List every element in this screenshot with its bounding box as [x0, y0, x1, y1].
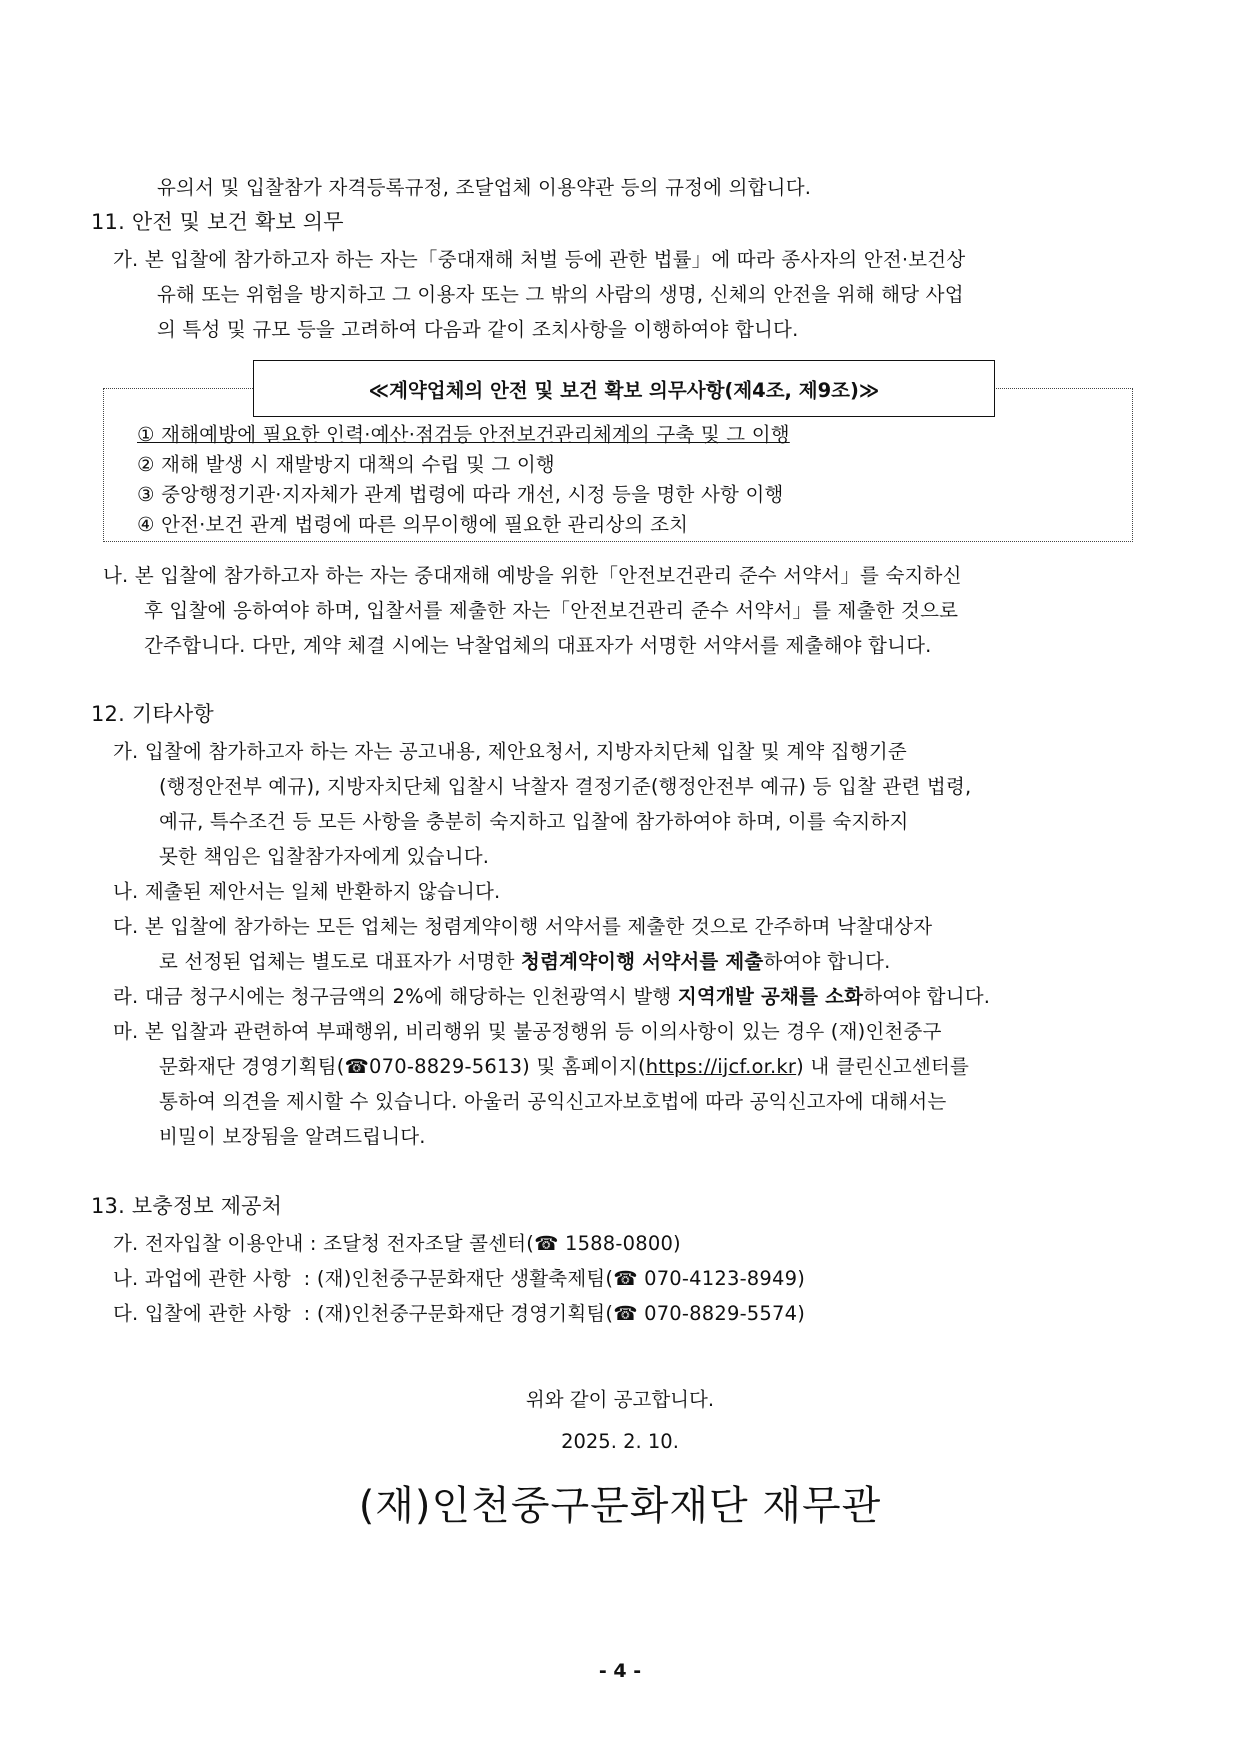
continuation-line: 유의서 및 입찰참가 자격등록규정, 조달업체 이용약관 등의 규정에 의합니다. — [157, 176, 812, 199]
s12-ra-emphasis: 지역개발 공채를 소화 — [677, 985, 864, 1008]
s11-ga-line-2: 유해 또는 위험을 방지하고 그 이용자 또는 그 밖의 사람의 생명, 신체의 안전을 위해 해당 사업 — [157, 283, 964, 306]
obligation-box-title: ≪계약업체의 안전 및 보건 확보 의무사항(제4조, 제9조)≫ — [253, 360, 995, 417]
s12-ma-line-2 — [159, 1053, 969, 1081]
obligation-item-4: ④ 안전·보건 관계 법령에 따른 의무이행에 필요한 관리상의 조치 — [137, 513, 689, 536]
s12-na: 나. 제출된 제안서는 일체 반환하지 않습니다. — [113, 880, 501, 903]
s11-na-line-2: 후 입찰에 응하여야 하며, 입찰서를 제출한 자는「안전보건관리 준수 서약서」를 제출한 것으로 — [144, 599, 959, 622]
s12-ma-line-4: 비밀이 보장됨을 알려드립니다. — [159, 1125, 426, 1148]
obligation-item-1: ① 재해예방에 필요한 인력·예산·점검등 안전보건관리체계의 구축 및 그 이행 — [137, 423, 790, 446]
s12-da-line-1: 다. 본 입찰에 참가하는 모든 업체는 청렴계약이행 서약서를 제출한 것으로 간주하며 낙찰대상자 — [113, 915, 933, 938]
s12-da-text: 로 선정된 업체는 별도로 대표자가 서명한 — [159, 950, 522, 973]
s12-da-emphasis: 청렴계약이행 서약서를 제출 — [521, 950, 764, 973]
s12-ra-tail: 하여야 합니다. — [863, 985, 991, 1008]
homepage-link[interactable]: https://ijcf.or.kr — [645, 1055, 797, 1078]
announcement-date: 2025. 2. 10. — [561, 1430, 679, 1453]
obligation-item-2: ② 재해 발생 시 재발방지 대책의 수립 및 그 이행 — [137, 453, 555, 476]
s13-item-1: 가. 전자입찰 이용안내 : 조달청 전자조달 콜센터(☎ 1588-0800) — [113, 1232, 681, 1255]
s12-ma-text: 문화재단 경영기획팀(☎070-8829-5613) 및 홈페이지( — [159, 1055, 646, 1078]
s11-ga-line-1: 가. 본 입찰에 참가하고자 하는 자는「중대재해 처벌 등에 관한 법률」에 따라 종사자의 안전·보건상 — [113, 248, 966, 271]
section-13-heading: 13. 보충정보 제공처 — [91, 1194, 283, 1218]
s13-item-3: 다. 입찰에 관한 사항 : (재)인천중구문화재단 경영기획팀(☎ 070-8829-5574) — [113, 1302, 806, 1325]
s12-ra-text: 라. 대금 청구시에는 청구금액의 2%에 해당하는 인천광역시 발행 — [113, 985, 678, 1008]
s11-na-line-1: 나. 본 입찰에 참가하고자 하는 자는 중대재해 예방을 위한「안전보건관리 준수 서약서」를 숙지하신 — [103, 564, 962, 587]
s12-ra — [113, 983, 990, 1011]
s12-ga-line-1: 가. 입찰에 참가하고자 하는 자는 공고내용, 제안요청서, 지방자치단체 입찰 및 계약 집행기준 — [113, 740, 907, 763]
s12-ma-line-3: 통하여 의견을 제시할 수 있습니다. 아울러 공익신고자보호법에 따라 공익신고자에 대해서는 — [159, 1090, 947, 1113]
s12-da-tail: 하여야 합니다. — [763, 950, 891, 973]
s12-ma-tail: ) 내 클린신고센터를 — [796, 1055, 970, 1078]
section-12-heading: 12. 기타사항 — [91, 702, 214, 726]
s13-item-2: 나. 과업에 관한 사항 : (재)인천중구문화재단 생활축제팀(☎ 070-4123-8949) — [113, 1267, 806, 1290]
page-number: - 4 - — [598, 1660, 642, 1682]
s12-da-line-2 — [159, 948, 890, 976]
closing-statement: 위와 같이 공고합니다. — [525, 1388, 715, 1411]
s12-ga-line-4: 못한 책임은 입찰참가자에게 있습니다. — [159, 845, 490, 868]
s11-na-line-3: 간주합니다. 다만, 계약 체결 시에는 낙찰업체의 대표자가 서명한 서약서를 제출해야 합니다. — [144, 634, 932, 657]
s12-ga-line-2: (행정안전부 예규), 지방자치단체 입찰시 낙찰자 결정기준(행정안전부 예규) 등 입찰 관련 법령, — [159, 775, 972, 798]
s11-ga-line-3: 의 특성 및 규모 등을 고려하여 다음과 같이 조치사항을 이행하여야 합니다. — [157, 318, 799, 341]
signature-authority: (재)인천중구문화재단 재무관 — [358, 1483, 882, 1529]
s12-ga-line-3: 예규, 특수조건 등 모든 사항을 충분히 숙지하고 입찰에 참가하여야 하며, 이를 숙지하지 — [159, 810, 909, 833]
s12-ma-line-1: 마. 본 입찰과 관련하여 부패행위, 비리행위 및 불공정행위 등 이의사항이 있는 경우 (재)인천중구 — [113, 1020, 942, 1043]
section-11-heading: 11. 안전 및 보건 확보 의무 — [91, 210, 344, 234]
obligation-item-3: ③ 중앙행정기관·지자체가 관계 법령에 따라 개선, 시정 등을 명한 사항 이행 — [137, 483, 784, 506]
